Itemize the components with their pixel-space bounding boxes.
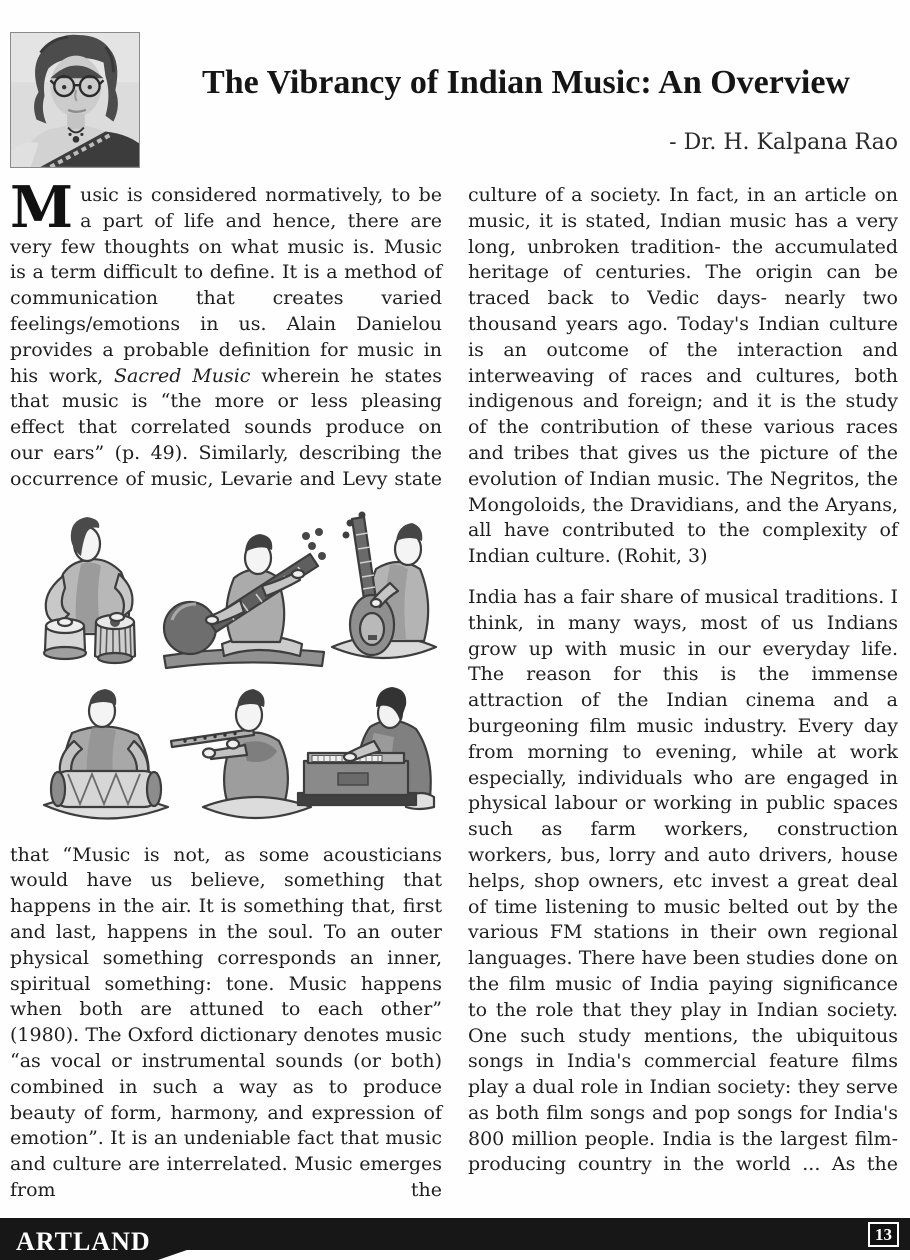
paragraph-text: usic is considered normatively, to be a part of life and hence, there are very few thoughts on what music is. Music is a term difficult to define. It is a method of communication that creates varied feelings/emotions in us. Alain Danielou provides a probable definition for music in his work, <box>10 184 442 387</box>
paragraph-indian-culture: culture of a society. In fact, in an article on music, it is stated, Indian music has a very long, unbroken tradition- the accumulated heritage of centuries. The origin can be traced back to Vedic days- nearly two thousand years ago. Today's Indian culture is an outcome of the interaction and interweaving of races and cultures, both indigenous and foreign; and it is the study of the contribution of these various races and tribes that gives us the picture of the evolution of Indian music. The Negritos, the Mongoloids, the Dravidians, and the Aryans, all have contributed to the complexity of Indian culture. (Rohit, 3) <box>468 184 898 568</box>
dholak-player-figure <box>44 689 168 819</box>
page-title: The Vibrancy of Indian Music: An Overview <box>202 63 850 101</box>
page-number-badge: 13 <box>868 1222 899 1247</box>
flute-player-figure <box>171 689 311 818</box>
paragraph-music-soul: that “Music is not, as some acousticians would have us believe, something that happens in the air. It is something that, first and last, happens in the soul. To an outer physical something corresponds an inner, spiritual something: tone. Music happens when both are attuned to each other” (1980). The Oxford dictionary denotes music “as vocal or instrumental sounds (or both) combined in such a way as to produce beauty of form, harmony, and expression of emotion”. It is an undeniable fact that music and culture are interrelated. Music emerges from the <box>10 843 442 1201</box>
tanpura-player-figure <box>332 511 436 658</box>
brand-logo: ARTLAND <box>16 1227 151 1256</box>
musicians-sketch <box>10 500 442 834</box>
sitar-player-figure <box>164 528 326 668</box>
right-column <box>468 183 898 1178</box>
author-photo <box>10 32 140 168</box>
paragraph-music-definition <box>10 174 442 493</box>
harmonium-player-figure <box>298 687 434 809</box>
paragraph-text: wherein he states that music is “the more or less pleasing effect that correlated sounds produce on our ears” (p. 49). Similarly, describing the occurrence of music, Levarie and Levy state <box>10 364 442 490</box>
book-title-italic: Sacred Music <box>113 364 251 387</box>
musicians-illustration <box>10 500 442 834</box>
byline: - Dr. H. Kalpana Rao <box>669 130 898 155</box>
tabla-player-figure <box>44 517 135 663</box>
author-portrait-drawing <box>11 33 139 167</box>
left-column <box>10 174 442 1204</box>
drop-cap: M <box>10 174 74 241</box>
paragraph-film-music: India has a fair share of musical traditions. I think, in many ways, most of us Indians grow up with music in our everyday life. The reason for this is the immense attraction of the Indian cinema and a burgeoning film music industry. Every day from morning to evening, while at work especially, individuals who are engaged in physical labour or working in public spaces such as farm workers, construction workers, bus, lorry and auto drivers, house helps, shop owners, etc invest a great deal of time listening to music belted out by the various FM stations in their own regional languages. There have been studies done on the film music of India paying significance to the role that they play in Indian society. One such study mentions, the ubiquitous songs in India's commercial feature films play a dual role in Indian society: they serve as both film songs and pop songs for India's 800 million people. India is the largest film-producing country in the world ... As the <box>468 585 898 1176</box>
